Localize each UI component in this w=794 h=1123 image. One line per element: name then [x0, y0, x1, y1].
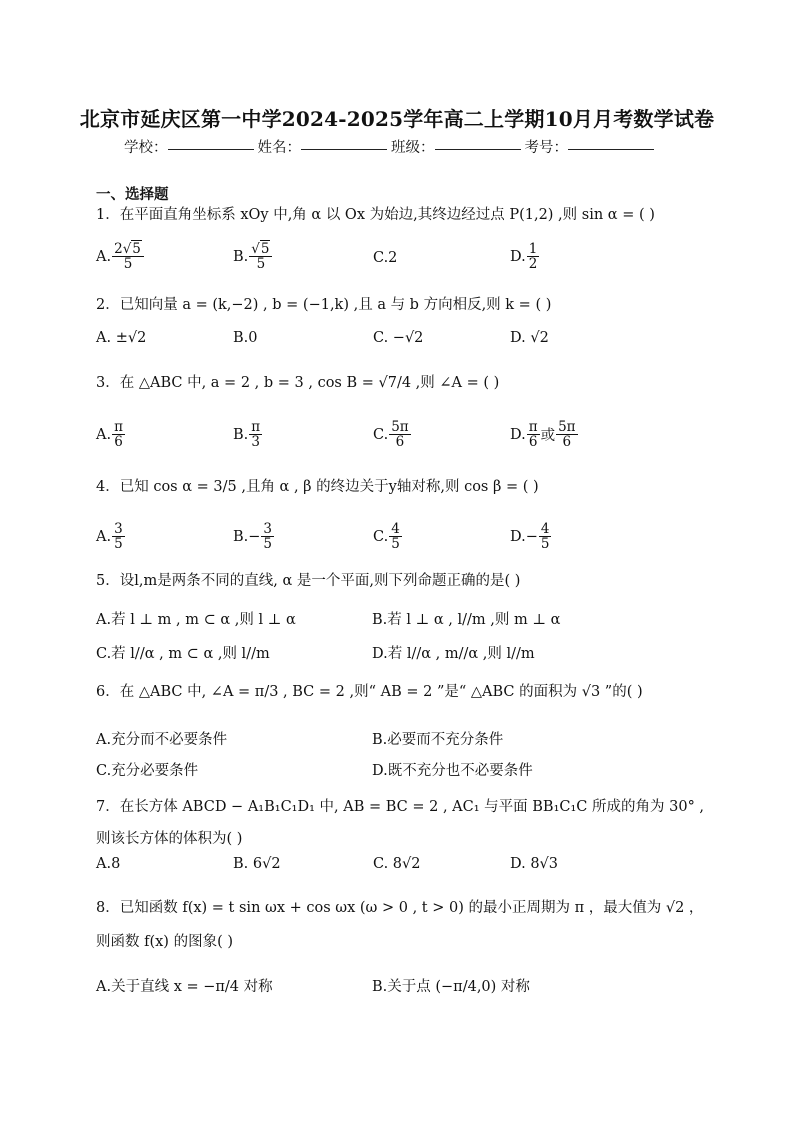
question-8	[96, 891, 706, 959]
exam-title: 北京市延庆区第一中学2024-2025学年高二上学期10月月考数学试卷	[79, 107, 715, 131]
school-blank[interactable]	[168, 149, 254, 150]
question-stem: 8．已知函数 f(x) = t sin ωx + cos ωx (ω > 0 , t > 0) 的最小正周期为 π ，最大值为 √2 ，则函数 f(x) 的图象( )	[96, 900, 704, 950]
question-2	[96, 296, 706, 315]
option-a[interactable]: A.8	[96, 856, 121, 872]
option-d[interactable]: D. $\frac{\pi}{6}$ 或 $\frac{5\pi}{6}$	[510, 419, 576, 451]
option-d[interactable]: D. √2	[510, 330, 549, 346]
option-d[interactable]: D. 8√3	[510, 856, 559, 872]
option-c[interactable]: C. −√2	[373, 330, 424, 346]
option-c[interactable]: C.2	[373, 250, 398, 266]
question-stem: 2．已知向量 a = (k,−2) , b = (−1,k) ,且 a 与 b 方向相反,则 k = ( )	[96, 297, 552, 313]
question-6	[96, 683, 706, 702]
option-b[interactable]: B. − $\frac{3}{5}$	[233, 521, 273, 553]
question-stem: 6．在 △ABC 中, ∠A = π/3 , BC = 2 ,则“ AB = 2 ”是“ △ABC 的面积为 √3 ”的( )	[96, 684, 643, 700]
option-a[interactable]: A.关于直线 x = −π/4 对称	[96, 979, 273, 995]
option-b[interactable]: B.若 l ⊥ α , l//m ,则 m ⊥ α	[372, 612, 561, 628]
number-label: 考号：	[524, 140, 568, 156]
option-d[interactable]: D.若 l//α , m//α ,则 l//m	[372, 646, 535, 662]
option-b[interactable]: B.关于点 (−π/4,0) 对称	[372, 979, 530, 995]
option-b[interactable]: B.0	[233, 330, 258, 346]
question-1	[96, 206, 706, 225]
option-c[interactable]: C. $\frac{5\pi}{6}$	[373, 419, 409, 451]
option-a[interactable]: A. $\frac{2√5}{5}$	[96, 242, 145, 271]
option-c[interactable]: C. 8√2	[373, 856, 421, 872]
school-label: 学校：	[124, 140, 168, 156]
question-stem: 4．已知 cos α = 3/5 ,且角 α , β 的终边关于y轴对称,则 cos β = ( )	[96, 479, 539, 495]
question-3	[96, 374, 706, 393]
option-b[interactable]: B.必要而不充分条件	[372, 732, 504, 748]
question-7	[96, 791, 706, 855]
option-b[interactable]: B. $\frac{√5}{5}$	[233, 242, 273, 271]
question-stem: 7．在长方体 ABCD − A₁B₁C₁D₁ 中, AB = BC = 2 , AC₁ 与平面 BB₁C₁C 所成的角为 30° ,则该长方体的体积为( )	[96, 799, 705, 847]
question-5	[96, 572, 706, 591]
option-c[interactable]: C. $\frac{4}{5}$	[373, 521, 400, 553]
student-info-row	[124, 136, 658, 157]
option-a[interactable]: A.充分而不必要条件	[96, 732, 228, 748]
option-a[interactable]: A. $\frac{3}{5}$	[96, 521, 123, 553]
option-a[interactable]: A. ±√2	[96, 330, 147, 346]
option-d[interactable]: D. − $\frac{4}{5}$	[510, 521, 550, 553]
name-blank[interactable]	[301, 149, 387, 150]
question-stem: 1．在平面直角坐标系 xOy 中,角 α 以 Ox 为始边,其终边经过点 P(1,2) ,则 sin α = ( )	[96, 207, 655, 223]
class-blank[interactable]	[435, 149, 521, 150]
option-a[interactable]: A.若 l ⊥ m , m ⊂ α ,则 l ⊥ α	[96, 612, 296, 628]
option-c[interactable]: C.充分必要条件	[96, 763, 199, 779]
option-b[interactable]: B. 6√2	[233, 856, 281, 872]
number-blank[interactable]	[568, 149, 654, 150]
option-d[interactable]: D. $\frac{1}{2}$	[510, 241, 538, 273]
question-stem: 3．在 △ABC 中, a = 2 , b = 3 , cos B = √7/4 ,则 ∠A = ( )	[96, 375, 500, 391]
name-label: 姓名：	[257, 140, 301, 156]
option-c[interactable]: C.若 l//α , m ⊂ α ,则 l//m	[96, 646, 270, 662]
option-d[interactable]: D.既不充分也不必要条件	[372, 763, 533, 779]
class-label: 班级：	[391, 140, 435, 156]
question-stem: 5．设l,m是两条不同的直线, α 是一个平面,则下列命题正确的是( )	[96, 573, 521, 589]
option-b[interactable]: B. $\frac{\pi}{3}$	[233, 419, 261, 451]
option-a[interactable]: A. $\frac{\pi}{6}$	[96, 419, 123, 451]
section-title: 一、选择题	[96, 187, 169, 203]
question-4	[96, 478, 706, 497]
